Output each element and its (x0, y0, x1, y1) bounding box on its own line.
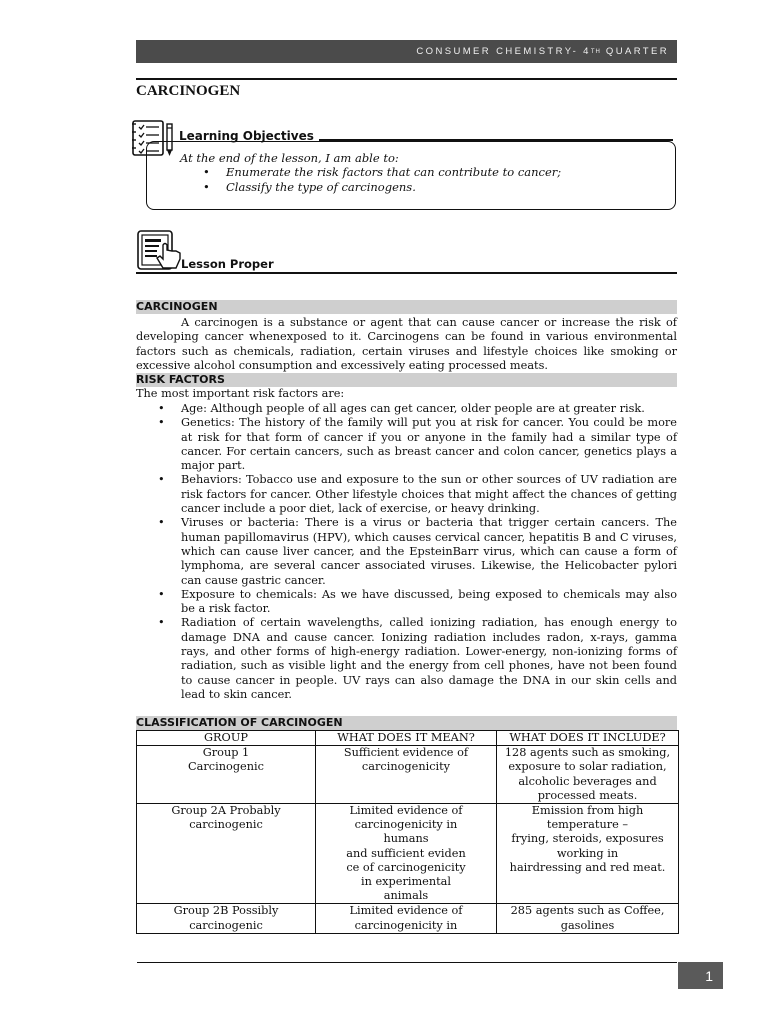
objectives-list (203, 165, 561, 195)
table-cell: 285 agents such as Coffee, gasolines (497, 904, 679, 933)
risk-factors-intro: The most important risk factors are: (136, 387, 345, 400)
tablet-hand-icon (136, 229, 182, 271)
classification-heading: CLASSIFICATION OF CARCINOGEN (136, 716, 677, 730)
table-cell: Group 2B Possibly carcinogenic (137, 904, 316, 933)
page-title: CARCINOGEN (136, 83, 241, 99)
title-rule (136, 78, 677, 80)
table-cell: 128 agents such as smoking, exposure to solar radiation, alcoholic beverages and processed meats. (497, 746, 679, 804)
table-header-row (137, 731, 679, 746)
table-cell: Limited evidence of carcinogenicity in humans and sufficient eviden ce of carcinogenicity in experimental animals (316, 804, 497, 904)
risk-factors-list (136, 402, 677, 702)
risk-factors-heading: RISK FACTORS (136, 373, 677, 387)
table-row (137, 904, 679, 933)
table-cell: Group 1 Carcinogenic (137, 746, 316, 804)
objectives-intro: At the end of the lesson, I am able to: (180, 151, 399, 165)
table-cell: Limited evidence of carcinogenicity in (316, 904, 497, 933)
risk-factor-item: • Radiation of certain wavelengths, called ionizing radiation, has enough energy to damage DNA and cause cancer. Ionizing radiation includes radon, x-rays, gamma rays, and other forms of high-energy radiation. Lower-energy, non-ionizing forms of radiation, such as visible light and the energy from cell phones, have not been found to cause cancer in people. UV rays can also damage the DNA in our skin cells and lead to skin cancer. (136, 616, 677, 702)
classification-table (136, 730, 679, 934)
column-header-meaning: WHAT DOES IT MEAN? (316, 731, 497, 746)
risk-factor-item: • Genetics: The history of the family will put you at risk for cancer. You could be more at risk for that form of cancer if you or anyone in the family had a similar type of cancer. For certain cancers, such as breast cancer and colon cancer, genetics plays a major part. (136, 416, 677, 473)
footer-rule (137, 962, 677, 963)
page-number: 1 (678, 962, 723, 989)
carcinogen-definition-text: A carcinogen is a substance or agent that can cause cancer or increase the risk of developing cancer whenexposed to it. Carcinogens can be found in various environmental factors such as chemicals, radiation, certain viruses and lifestyle choices like smoking or excessive alcohol consumption and excessively eating processed meats. (136, 316, 677, 372)
table-cell: Group 2A Probably carcinogenic (137, 804, 316, 904)
lesson-proper-rule (136, 272, 677, 274)
risk-factor-item: • Behaviors: Tobacco use and exposure to the sun or other sources of UV radiation are risk factors for cancer. Other lifestyle choices that might affect the chances of getting cancer include a poor diet, lack of exercise, or heavy drinking. (136, 473, 677, 516)
objectives-heading: Learning Objectives (179, 129, 314, 143)
carcinogen-definition (136, 316, 677, 373)
risk-factor-item: • Age: Although people of all ages can get cancer, older people are at greater risk. (136, 402, 677, 416)
table-cell: Emission from high temperature – frying, steroids, exposures working in hairdressing and red meat. (497, 804, 679, 904)
column-header-includes: WHAT DOES IT INCLUDE? (497, 731, 679, 746)
running-header-quarter: QUARTER (600, 46, 669, 57)
risk-factor-item: • Viruses or bacteria: There is a virus or bacteria that trigger certain cancers. The human papillomavirus (HPV), which causes cervical cancer, hepatitis B and C viruses, which can cause liver cancer, and the EpsteinBarr virus, which can cause a form of lymphoma, are several cancer associated viruses. Likewise, the Helicobacter pylori can cause gastric cancer. (136, 516, 677, 587)
running-header (136, 40, 677, 63)
objective-item: • Classify the type of carcinogens. (203, 180, 561, 195)
carcinogen-section-heading: CARCINOGEN (136, 300, 677, 314)
ordinal-suffix: TH (590, 48, 601, 55)
table-row (137, 746, 679, 804)
objective-item: • Enumerate the risk factors that can contribute to cancer; (203, 165, 561, 180)
lesson-proper-heading: Lesson Proper (181, 257, 274, 271)
table-row (137, 804, 679, 904)
risk-factor-item: • Exposure to chemicals: As we have discussed, being exposed to chemicals may also be a risk factor. (136, 588, 677, 617)
table-cell: Sufficient evidence of carcinogenicity (316, 746, 497, 804)
running-header-title: CONSUMER CHEMISTRY- 4 (416, 46, 591, 57)
column-header-group: GROUP (137, 731, 316, 746)
